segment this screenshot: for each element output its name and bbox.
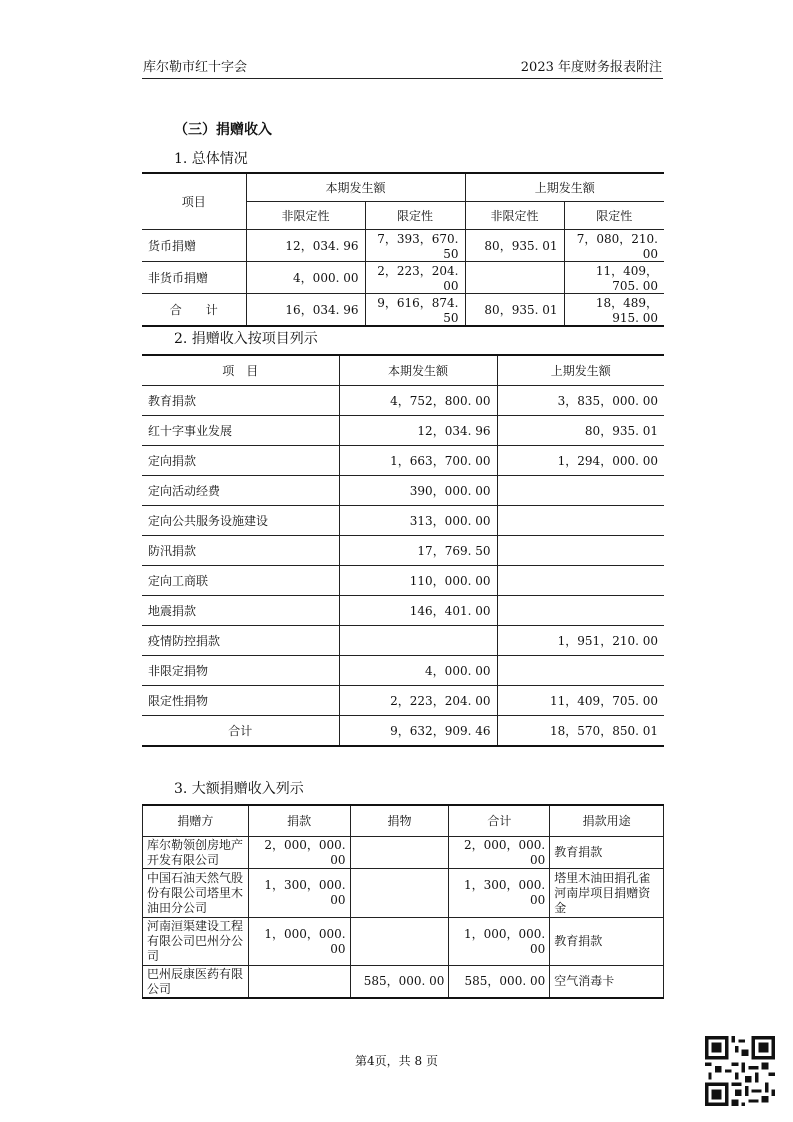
t2-subtitle: 2. 捐赠收入按项目列示 [174, 331, 318, 347]
t3-cell: 585，000. 00 [350, 966, 449, 999]
t3-cell-purpose: 教育捐款 [550, 837, 664, 869]
t3-col-goods: 捐物 [350, 805, 449, 837]
t2-cell [497, 536, 664, 566]
t3-col-purpose: 捐款用途 [550, 805, 664, 837]
t2-cell: 313，000. 00 [339, 506, 497, 536]
t1-cell-item: 货币捐赠 [142, 230, 246, 262]
t3-cell [248, 966, 350, 999]
table-row [142, 596, 664, 626]
qr-code-icon [705, 1036, 775, 1106]
t3-col-donor: 捐赠方 [143, 805, 249, 837]
t3-cell-donor: 中国石油天然气股份有限公司塔里木油田分公司 [143, 869, 249, 918]
t1-col-item: 项目 [142, 173, 246, 230]
table-row [143, 966, 664, 999]
t1-col-current: 本期发生额 [246, 173, 465, 202]
table-row [142, 566, 664, 596]
t3-subtitle: 3. 大额捐赠收入列示 [174, 781, 304, 797]
table-row [142, 262, 664, 294]
t3-cell: 585，000. 00 [449, 966, 550, 999]
t2-cell-item: 疫情防控捐款 [142, 626, 339, 656]
table-row [142, 476, 664, 506]
t2-cell: 1，294，000. 00 [497, 446, 664, 476]
t2-cell: 1，951，210. 00 [497, 626, 664, 656]
t1-cell: 11，409，705. 00 [564, 262, 664, 294]
t2-cell-item: 定向活动经费 [142, 476, 339, 506]
table-row-total [142, 716, 664, 747]
t2-cell [339, 626, 497, 656]
header-org-name: 库尔勒市红十字会 [143, 60, 248, 75]
table-row-total [142, 294, 664, 327]
t1-cell: 16，034. 96 [246, 294, 365, 327]
t2-cell-item: 教育捐款 [142, 386, 339, 416]
t2-cell-item: 定向工商联 [142, 566, 339, 596]
t3-cell-purpose: 空气消毒卡 [550, 966, 664, 999]
t3-cell [350, 837, 449, 869]
t2-cell: 3，835，000. 00 [497, 386, 664, 416]
t2-cell: 80，935. 01 [497, 416, 664, 446]
t3-cell [350, 869, 449, 918]
t2-cell: 146，401. 00 [339, 596, 497, 626]
t2-cell: 9，632，909. 46 [339, 716, 497, 747]
t2-cell-item: 定向捐款 [142, 446, 339, 476]
t2-cell: 18，570，850. 01 [497, 716, 664, 747]
t2-cell [497, 506, 664, 536]
overview-table [142, 172, 664, 327]
t1-col-prior: 上期发生额 [465, 173, 664, 202]
t1-col-prior-unrestricted: 非限定性 [465, 202, 564, 230]
table-row [142, 686, 664, 716]
t2-cell: 11，409，705. 00 [497, 686, 664, 716]
t2-cell: 2，223，204. 00 [339, 686, 497, 716]
t1-cell: 12，034. 96 [246, 230, 365, 262]
t3-cell: 1，300，000. 00 [248, 869, 350, 918]
t2-cell [497, 476, 664, 506]
t2-cell: 110，000. 00 [339, 566, 497, 596]
table-row [142, 506, 664, 536]
t1-col-current-restricted: 限定性 [365, 202, 465, 230]
table-row [143, 918, 664, 966]
table-row [142, 416, 664, 446]
section-title: （三）捐赠收入 [174, 122, 272, 138]
table-row [143, 869, 664, 918]
t2-cell-item: 红十字事业发展 [142, 416, 339, 446]
table-row [142, 386, 664, 416]
t2-cell [497, 656, 664, 686]
t2-cell-item: 地震捐款 [142, 596, 339, 626]
t3-cell-purpose: 教育捐款 [550, 918, 664, 966]
t2-col-current: 本期发生额 [339, 355, 497, 386]
page-number: 第4页，共 8 页 [355, 1054, 438, 1068]
t3-cell: 2，000，000. 00 [248, 837, 350, 869]
t2-cell: 1，663，700. 00 [339, 446, 497, 476]
t3-cell-purpose: 塔里木油田捐孔雀河南岸项目捐赠资金 [550, 869, 664, 918]
t3-cell: 2，000，000. 00 [449, 837, 550, 869]
t3-cell: 1，300，000. 00 [449, 869, 550, 918]
t1-cell-item: 非货币捐赠 [142, 262, 246, 294]
table-row [143, 837, 664, 869]
t2-cell-item: 定向公共服务设施建设 [142, 506, 339, 536]
t2-cell: 390，000. 00 [339, 476, 497, 506]
t1-subtitle: 1. 总体情况 [174, 151, 248, 167]
table-row [142, 536, 664, 566]
t3-col-total: 合计 [449, 805, 550, 837]
table-row [142, 446, 664, 476]
t3-cell [350, 918, 449, 966]
large-donations-table [142, 804, 664, 999]
t1-cell [465, 262, 564, 294]
t2-cell-item: 非限定捐物 [142, 656, 339, 686]
t2-cell [497, 566, 664, 596]
t2-cell: 12，034. 96 [339, 416, 497, 446]
t3-cell: 1，000，000. 00 [449, 918, 550, 966]
table-row [142, 626, 664, 656]
t2-cell: 4，000. 00 [339, 656, 497, 686]
t1-cell: 9，616，874. 50 [365, 294, 465, 327]
t3-cell-donor: 库尔勒领创房地产开发有限公司 [143, 837, 249, 869]
t2-cell-item: 限定性捐物 [142, 686, 339, 716]
t1-cell: 80，935. 01 [465, 294, 564, 327]
t1-col-prior-restricted: 限定性 [564, 202, 664, 230]
t1-cell-item: 合 计 [142, 294, 246, 327]
t3-cell-donor: 巴州辰康医药有限公司 [143, 966, 249, 999]
header-divider [142, 78, 663, 79]
t1-cell: 18，489，915. 00 [564, 294, 664, 327]
t3-cell: 1，000，000. 00 [248, 918, 350, 966]
t2-col-prior: 上期发生额 [497, 355, 664, 386]
t1-cell: 7，393，670. 50 [365, 230, 465, 262]
header-report-title: 2023 年度财务报表附注 [520, 60, 662, 75]
t2-cell-item: 合计 [142, 716, 339, 747]
table-row [142, 230, 664, 262]
t2-cell [497, 596, 664, 626]
t2-cell: 4，752，800. 00 [339, 386, 497, 416]
t1-cell: 2，223，204. 00 [365, 262, 465, 294]
t3-col-cash: 捐款 [248, 805, 350, 837]
t1-cell: 80，935. 01 [465, 230, 564, 262]
t2-cell-item: 防汛捐款 [142, 536, 339, 566]
t1-col-current-unrestricted: 非限定性 [246, 202, 365, 230]
t1-cell: 4，000. 00 [246, 262, 365, 294]
table-row [142, 656, 664, 686]
t3-cell-donor: 河南洹渠建设工程有限公司巴州分公司 [143, 918, 249, 966]
t2-cell: 17，769. 50 [339, 536, 497, 566]
by-project-table [142, 354, 664, 747]
t2-col-item: 项 目 [142, 355, 339, 386]
t1-cell: 7，080，210. 00 [564, 230, 664, 262]
